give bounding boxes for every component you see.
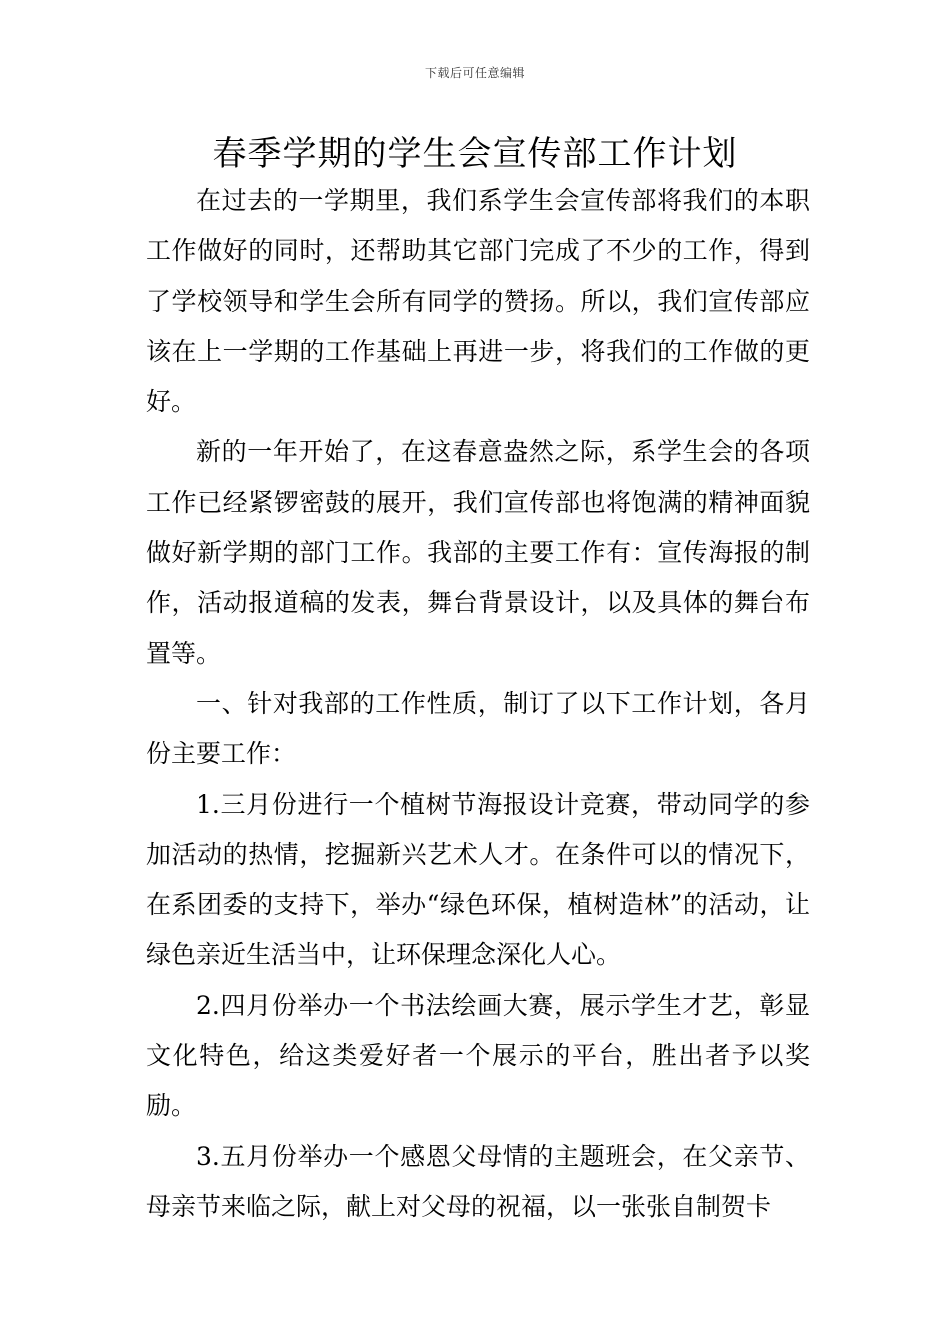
paragraph-1: 在过去的一学期里，我们系学生会宣传部将我们的本职工作做好的同时，还帮助其它部门完成了不少的工作，得到了学校领导和学生会所有同学的赞扬。所以，我们宣传部应该在上一学期的工作基础上再进一步，将我们的工作做的更好。 [146,186,810,417]
document-body [146,176,810,1232]
document-title: 春季学期的学生会宣传部工作计划 [212,134,738,174]
paragraph-5: 2.四月份举办一个书法绘画大赛，展示学生才艺，彰显文化特色，给这类爱好者一个展示的平台，胜出者予以奖励。 [146,990,810,1121]
paragraph-6: 3.五月份举办一个感恩父母情的主题班会，在父亲节、母亲节来临之际，献上对父母的祝福，以一张张自制贺卡 [146,1141,810,1221]
paragraph-3: 一、针对我部的工作性质，制订了以下工作计划，各月份主要工作： [146,688,810,769]
header-note: 下载后可任意编辑 [424,66,525,80]
paragraph-2: 新的一年开始了，在这春意盎然之际，系学生会的各项工作已经紧锣密鼓的展开，我们宣传部也将饱满的精神面貌做好新学期的部门工作。我部的主要工作有：宣传海报的制作，活动报道稿的发表，舞台背景设计，以及具体的舞台布置等。 [146,437,810,668]
paragraph-4: 1.三月份进行一个植树节海报设计竞赛，带动同学的参加活动的热情，挖掘新兴艺术人才。在条件可以的情况下，在系团委的支持下，举办“绿色环保，植树造林”的活动，让绿色亲近生活当中，让环保理念深化人心。 [146,789,810,970]
